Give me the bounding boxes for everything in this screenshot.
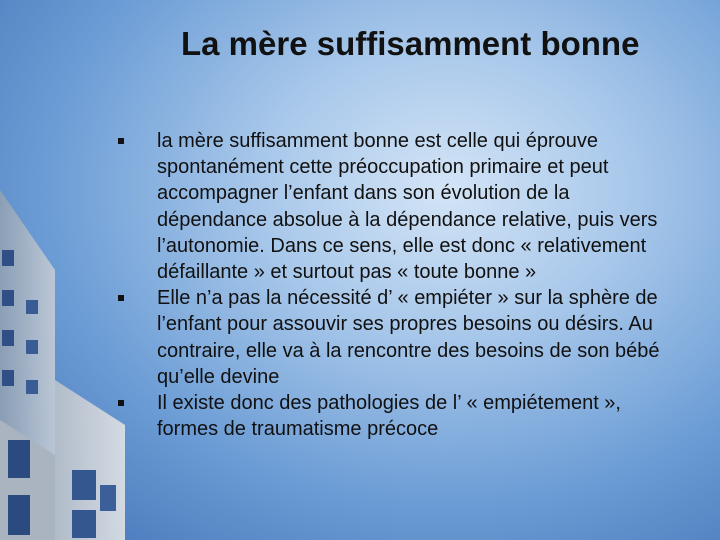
- bullet-text: Elle n’a pas la nécessité d’ « empiéter » sur la sphère de l’enfant pour assouvir ses propres besoins ou désirs. Au contraire, elle va à la rencontre des besoins de son bébé qu’elle devine: [157, 287, 660, 388]
- bullet-text: la mère suffisamment bonne est celle qui éprouve spontanément cette préoccupation primaire et peut accompagner l’enfant dans son évolution de la dépendance absolue à la dépendance relative, puis vers l’autonomie. Dans ce sens, elle est donc « relativement défaillante » et surtout pas « toute bonne »: [157, 130, 658, 284]
- square-bullet-icon: [118, 138, 124, 144]
- slide-title: La mère suffisamment bonne: [181, 25, 640, 62]
- bullet-item: [114, 285, 674, 390]
- bullet-text: Il existe donc des pathologies de l’ « empiétement », formes de traumatisme précoce: [157, 392, 621, 441]
- bullet-list: [114, 128, 674, 442]
- bullet-item: [114, 128, 674, 285]
- square-bullet-icon: [118, 295, 124, 301]
- square-bullet-icon: [118, 400, 124, 406]
- bullet-item: [114, 390, 674, 442]
